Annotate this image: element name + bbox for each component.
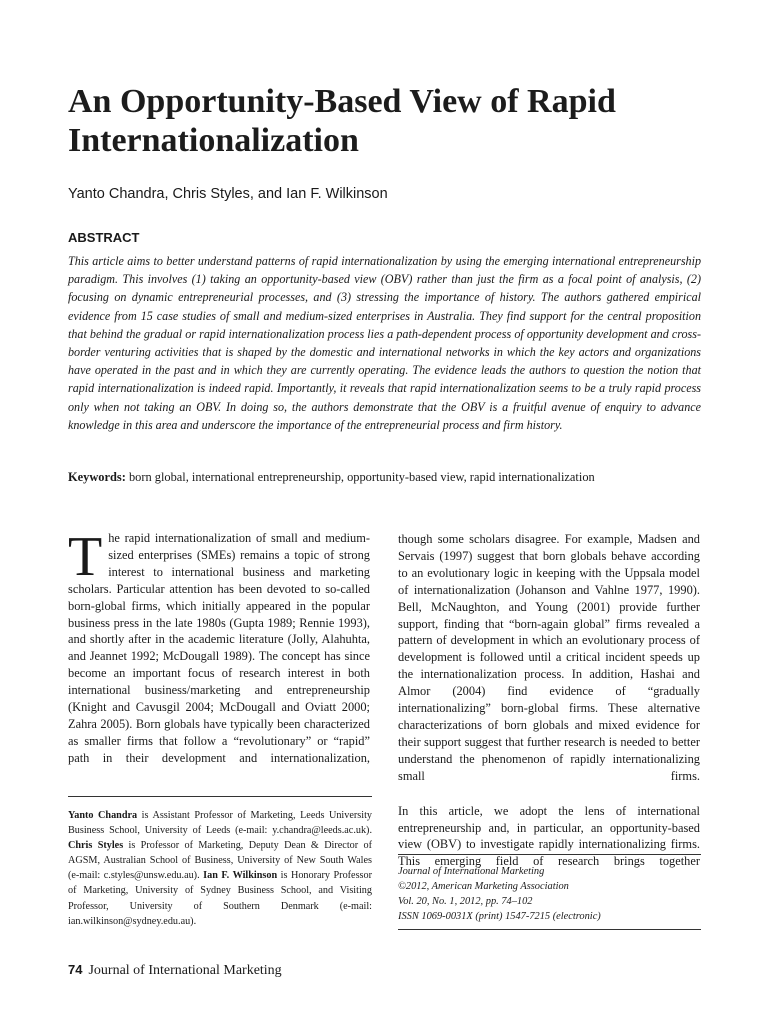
author-list: Yanto Chandra, Chris Styles, and Ian F. Wilkinson [68,186,388,202]
bio-author-3-name: Ian F. Wilkinson [203,870,278,882]
intro-paragraph-text: he rapid internationalization of small and medium-sized enterprises (SMEs) remains a topic of strong interest to international business and marketing scholars. Particular attention has been devoted to so-called born-global firms, which initially appeared in the popular business press in the late 1980s (Gupta 1989; Rennie 1993), and shortly after in the academic literature (Jolly, Alahuhta, and Jeannet 1992; McDougall 1989). The concept has since become an important focus of research interest in both international business/marketing and entrepreneurship (Knight and Cavusgil 2004; McDougall and Oviatt 2000; Zahra 2005). Born globals have typically been characterized as smaller firms that follow a “revolutionary” or “rapid” path in their development and internationalization, [68,531,370,765]
bio-author-1-text: is Assistant Professor of Marketing, Leeds University Business School, University of Leeds (e-mail: y.chandra@leeds.ac.uk). [68,810,372,837]
abstract-text: This article aims to better understand patterns of rapid internationalization by using the emerging international entrepreneurship paradigm. This involves (1) taking an opportunity-based view (OBV) rather than just the firm as a focal point of analysis, (2) focusing on dynamic entrepreneurial processes, and (3) stressing the importance of history. The authors gathered empirical evidence from 15 case studies of small and medium-sized enterprises in Australia. They find support for the central proposition that behind the gradual or rapid internationalization process lies a path-dependent process of opportunity development and cross-border venturing activities that is shaped by the domestic and international networks in which the key actors and organizations have operated in the past and in which they are currently operating. The evidence leads the authors to question the notion that rapid internationalization is indeed rapid. Importantly, it reveals that rapid internationalization seems to be a truly rapid process only when not taking an OBV. In doing so, the authors demonstrate that the OBV is a fruitful avenue of enquiry to advance knowledge in this area and underscore the importance of the entrepreneurial process and firm history. [68,254,701,432]
body-column-right [398,531,700,870]
keywords-text: born global, international entrepreneurship, opportunity-based view, rapid internationalization [128,470,595,484]
footer-journal-name: Journal of International Marketing [88,963,282,978]
journal-info-issn: ISSN 1069-0031X (print) 1547-7215 (electronic) [398,911,601,922]
journal-info-volume: Vol. 20, No. 1, 2012, pp. 74–102 [398,896,533,907]
body-paragraph-obv: In this article, we adopt the lens of international entrepreneurship and, in particular, an opportunity-based view (OBV) to investigate rapidly internationalizing firms. This emerging field of research brings together [398,803,700,869]
journal-info-bottom-rule [398,929,701,930]
journal-info-top-rule [398,854,701,855]
drop-cap: T [68,526,103,588]
bio-divider [68,796,372,797]
article-title: An Opportunity-Based View of Rapid Internationalization [68,83,616,159]
journal-info-name: Journal of International Marketing [398,866,545,877]
keywords-label: Keywords: [68,470,126,484]
body-paragraph-continued: though some scholars disagree. For example, Madsen and Servais (1997) suggest that born globals behave according to an evolutionary logic in keeping with the Uppsala model of internationalization (Johanson and Vahlne 1977, 1990). Bell, McNaughton, and Young (2001) provide further support, finding that “born-again global” firms revealed a pattern of development in which an evolutionary process of development is followed until a critical incident speeds up the internationalization process. In addition, Hashai and Almor (2004) find evidence of “gradually internationalizing” born-global firms. These alternative characterizations of born globals and mixed evidence for their support suggest that further research is needed to better understand the phenomenon of rapidly internationalizing small firms. [398,532,700,783]
journal-info [398,864,708,924]
bio-author-2-name: Chris Styles [68,840,124,852]
abstract-heading: ABSTRACT [68,230,140,245]
bio-author-2-text: is Professor of Marketing, Deputy Dean & Director of AGSM, Australian School of Business, University of New South Wales (e-mail: c.styles@unsw.edu.au). [68,840,372,882]
journal-info-copyright: ©2012, American Marketing Association [398,881,569,892]
bio-author-3-text: is Honorary Professor of Marketing, University of Sydney Business School, and Visiting Professor, University of Southern Denmark (e-mail: ian.wilkinson@sydney.edu.au). [68,870,372,927]
author-bio [68,808,372,929]
body-column-left [68,526,370,767]
page-footer [68,962,282,979]
keywords [68,470,708,485]
page-number: 74 [68,962,83,977]
intro-paragraph [68,526,370,767]
bio-author-1-name: Yanto Chandra [68,810,138,821]
